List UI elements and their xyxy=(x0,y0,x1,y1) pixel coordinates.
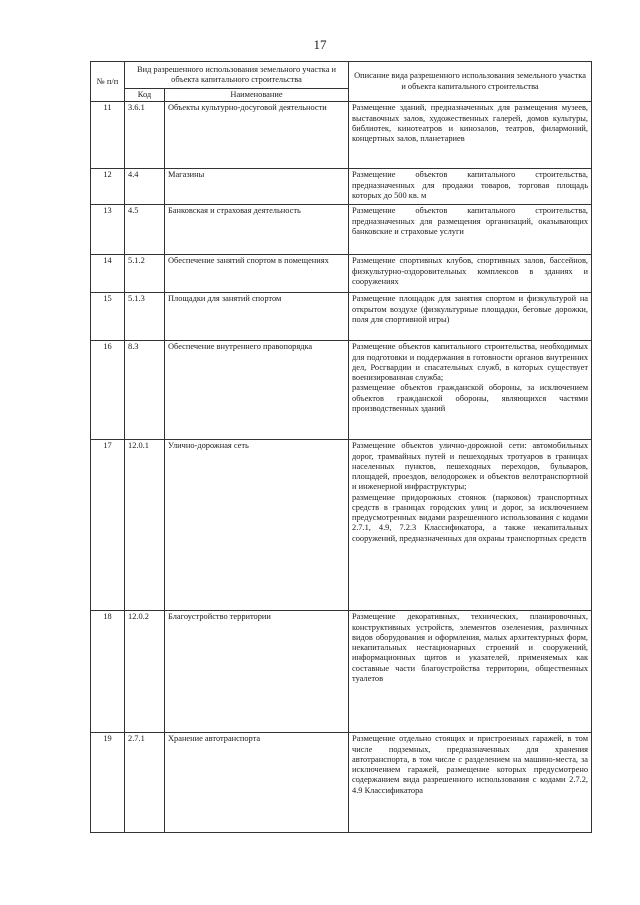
row-description: Размещение объектов капитального строительства, предназначенных для продажи товаров, торговая площадь которых до 500 кв. м xyxy=(349,169,592,205)
row-number: 16 xyxy=(91,341,125,440)
table-row xyxy=(91,733,592,833)
row-name: Объекты культурно-досуговой деятельности xyxy=(165,102,349,169)
row-code: 12.0.2 xyxy=(125,611,165,733)
row-description: Размещение объектов улично-дорожной сети: автомобильных дорог, трамвайных путей и пешеходных тротуаров в границах населенных пунктов, пешеходных переходов, бульваров, площадей, проездов, велодорожек и объектов велотранспортной и инженерной инфраструктуры; размещение придорожных стоянок (парковок) транспортных средств в границах городских улиц и дорог, за исключением предусмотренных видами разрешенного использования с кодами 2.7.1, 4.9, 7.2.3 Классификатора, а также некапитальных сооружений, предназначенных для охраны транспортных средств xyxy=(349,440,592,611)
row-description: Размещение объектов капитального строительства, предназначенных для размещения организаций, оказывающих банковские и страховые услуги xyxy=(349,205,592,255)
row-code: 8.3 xyxy=(125,341,165,440)
table-row xyxy=(91,440,592,611)
row-description: Размещение декоративных, технических, планировочных, конструктивных устройств, элементов озеленения, различных видов оборудования и оформления, малых архитектурных форм, некапитальных нестационарных строений и сооружений, информационных щитов и указателей, применяемых как составные части благоустройства территории, общественных туалетов xyxy=(349,611,592,733)
row-number: 11 xyxy=(91,102,125,169)
row-name: Магазины xyxy=(165,169,349,205)
table-row xyxy=(91,205,592,255)
row-description: Размещение отдельно стоящих и пристроенных гаражей, в том числе подземных, предназначенных для хранения автотранспорта, в том числе с разделением на машино-места, за исключением гаражей, размещение которых предусмотрено содержанием вида разрешенного использования с кодами 2.7.2, 4.9 Классификатора xyxy=(349,733,592,833)
table-row xyxy=(91,169,592,205)
row-number: 14 xyxy=(91,255,125,293)
header-code: Код xyxy=(125,89,165,102)
row-number: 17 xyxy=(91,440,125,611)
header-number: № п/п xyxy=(91,62,125,102)
header-name: Наименование xyxy=(165,89,349,102)
row-description: Размещение площадок для занятия спортом и физкультурой на открытом воздухе (физкультурные площадки, беговые дорожки, поля для спортивной игры) xyxy=(349,293,592,341)
row-number: 15 xyxy=(91,293,125,341)
table-body xyxy=(91,102,592,833)
row-name: Хранение автотранспорта xyxy=(165,733,349,833)
land-use-table xyxy=(90,61,592,833)
row-number: 19 xyxy=(91,733,125,833)
table-row xyxy=(91,341,592,440)
row-code: 5.1.2 xyxy=(125,255,165,293)
header-description: Описание вида разрешенного использования земельного участка и объекта капитального строительства xyxy=(349,62,592,102)
row-code: 4.5 xyxy=(125,205,165,255)
row-name: Обеспечение занятий спортом в помещениях xyxy=(165,255,349,293)
page-number: 17 xyxy=(313,37,327,52)
table-row xyxy=(91,293,592,341)
row-name: Площадки для занятий спортом xyxy=(165,293,349,341)
row-name: Банковская и страховая деятельность xyxy=(165,205,349,255)
row-number: 18 xyxy=(91,611,125,733)
table-row xyxy=(91,102,592,169)
row-code: 4.4 xyxy=(125,169,165,205)
row-description: Размещение зданий, предназначенных для размещения музеев, выставочных залов, художественных галерей, домов культуры, библиотек, кинотеатров и кинозалов, театров, филармоний, концертных залов, планетариев xyxy=(349,102,592,169)
row-name: Обеспечение внутреннего правопорядка xyxy=(165,341,349,440)
header-use-kind: Вид разрешенного использования земельного участка и объекта капитального строительства xyxy=(125,62,349,89)
row-description: Размещение спортивных клубов, спортивных залов, бассейнов, физкультурно-оздоровительных комплексов в зданиях и сооружениях xyxy=(349,255,592,293)
row-code: 12.0.1 xyxy=(125,440,165,611)
row-code: 3.6.1 xyxy=(125,102,165,169)
table-row xyxy=(91,611,592,733)
row-code: 2.7.1 xyxy=(125,733,165,833)
row-number: 13 xyxy=(91,205,125,255)
row-number: 12 xyxy=(91,169,125,205)
row-code: 5.1.3 xyxy=(125,293,165,341)
row-name: Улично-дорожная сеть xyxy=(165,440,349,611)
table-row xyxy=(91,255,592,293)
row-name: Благоустройство территории xyxy=(165,611,349,733)
row-description: Размещение объектов капитального строительства, необходимых для подготовки и поддержания в готовности органов внутренних дел, Росгвардии и спасательных служб, в которых существует военизированная служба; размещение объектов гражданской обороны, за исключением объектов гражданской обороны, являющихся частями производственных зданий xyxy=(349,341,592,440)
